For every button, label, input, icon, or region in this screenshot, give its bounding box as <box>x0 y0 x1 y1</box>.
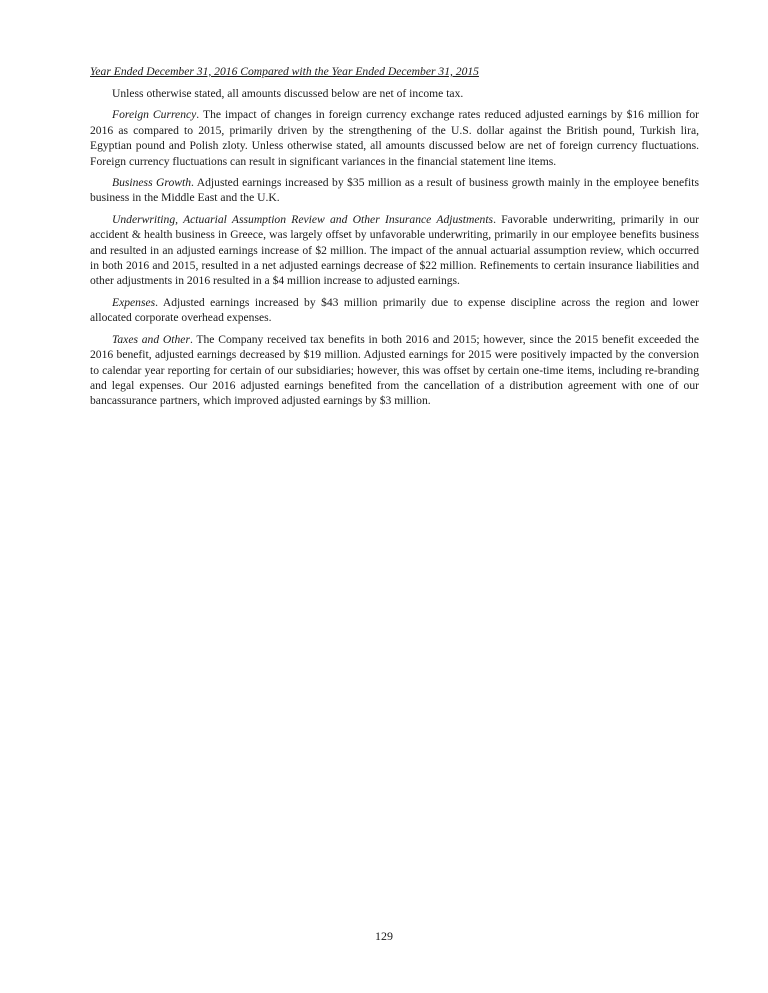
paragraph-lead: Business Growth <box>112 176 192 190</box>
paragraph-lead: Expenses <box>112 295 156 309</box>
page-number: 129 <box>375 929 393 943</box>
paragraph-body: . Adjusted earnings increased by $43 million primarily due to expense discipline across the region and lower allocated corporate overhead expenses. <box>90 295 699 325</box>
document-page <box>90 64 699 415</box>
paragraph-expenses <box>90 295 699 326</box>
paragraph-body: . Adjusted earnings increased by $35 million as a result of business growth mainly in the employee benefits business in the Middle East and the U.K. <box>90 176 699 205</box>
paragraph-body: . The impact of changes in foreign currency exchange rates reduced adjusted earnings by $16 million for 2016 as compared to 2015, primarily driven by the strengthening of the U.S. dollar against the British pound, Turkish lira, Egyptian pound and Polish zloty. Unless otherwise stated, all amounts discussed below are net of foreign currency fluctuations. Foreign currency fluctuations can result in significant variances in the financial statement line items. <box>90 108 699 168</box>
paragraph-lead: Foreign Currency <box>112 108 197 122</box>
intro-paragraph: Unless otherwise stated, all amounts discussed below are net of income tax. <box>112 87 464 100</box>
section-heading: Year Ended December 31, 2016 Compared with the Year Ended December 31, 2015 <box>90 65 479 78</box>
paragraph-lead: Underwriting, Actuarial Assumption Review and Other Insurance Adjustments <box>112 212 494 226</box>
paragraph-business-growth <box>90 175 699 206</box>
paragraph-underwriting <box>90 212 699 289</box>
paragraph-foreign-currency <box>90 107 699 169</box>
paragraph-body: . Favorable underwriting, primarily in our accident & health business in Greece, was largely offset by unfavorable underwriting, primarily in our employee benefits business and resulted in an adjusted earnings increase of $2 million. The impact of the annual actuarial assumption review, which occurred in both 2016 and 2015, resulted in a net adjusted earnings decrease of $22 million. Refinements to certain insurance liabilities and other adjustments in 2016 resulted in a $4 million increase to adjusted earnings. <box>90 212 700 288</box>
paragraph-body: . The Company received tax benefits in both 2016 and 2015; however, since the 2015 benefit exceeded the 2016 benefit, adjusted earnings decreased by $19 million. Adjusted earnings for 2015 were positively impacted by the conversion to calendar year reporting for certain of our subsidiaries; however, this was offset by certain one-time items, including re-branding and legal expenses. Our 2016 adjusted earnings benefited from the cancellation of a distribution agreement with one of our bancassurance partners, which improved adjusted earnings by $3 million. <box>90 332 699 408</box>
paragraph-taxes-and-other <box>90 332 699 409</box>
paragraph-lead: Taxes and Other <box>112 332 190 346</box>
